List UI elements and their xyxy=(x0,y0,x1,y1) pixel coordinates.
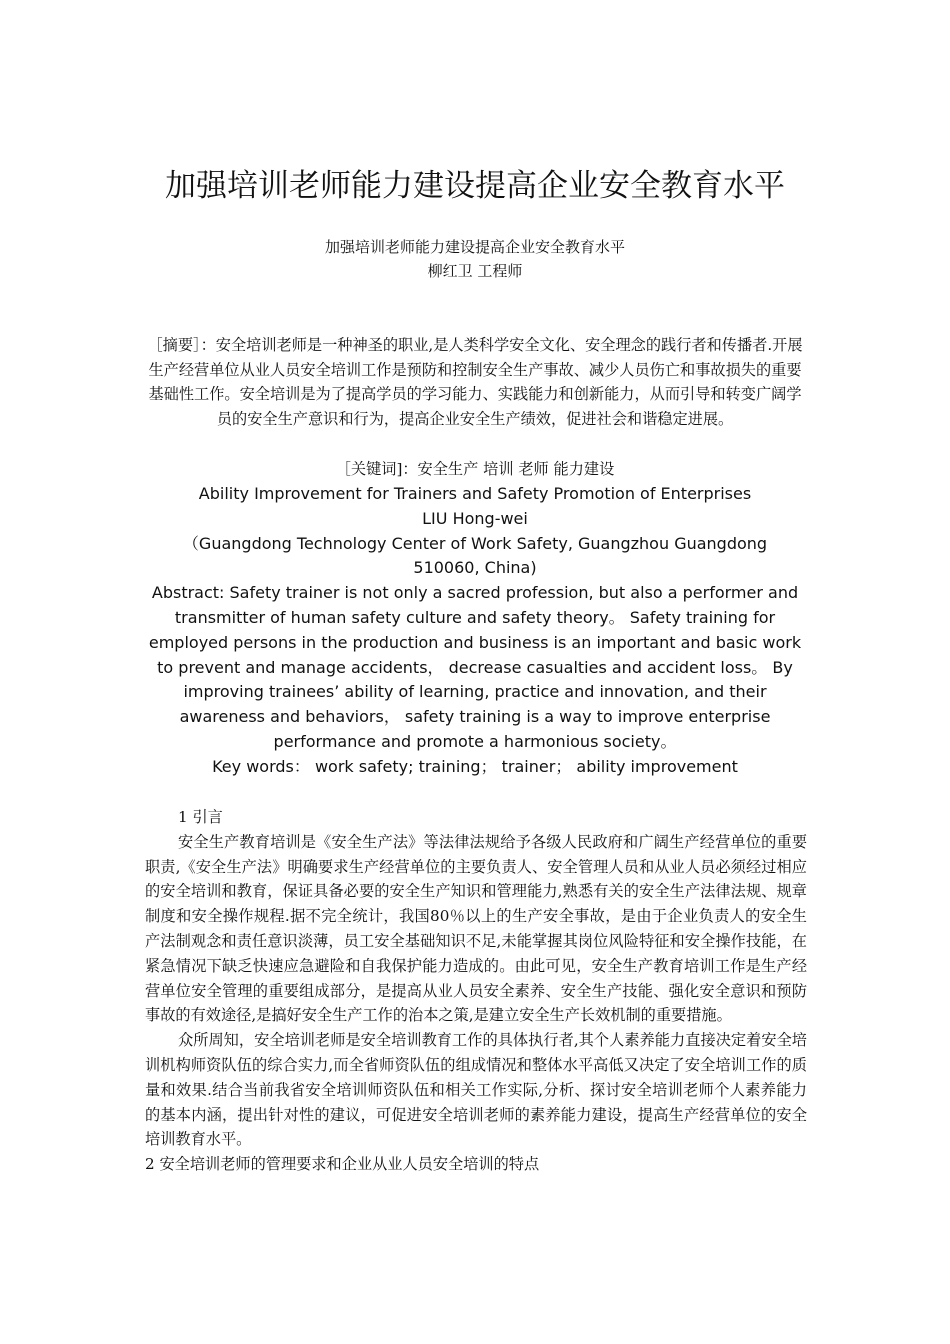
english-title: Ability Improvement for Trainers and Safety Promotion of Enterprises xyxy=(198,484,752,503)
english-affiliation: （Guangdong Technology Center of Work Safety, Guangzhou Guangdong 510060, China) xyxy=(182,533,768,578)
english-keywords: Key words： work safety; training； trainer； ability improvement xyxy=(212,756,738,776)
body-text xyxy=(145,805,807,1177)
chinese-abstract: ［摘要］：安全培训老师是一种神圣的职业,是人类科学安全文化、安全理念的践行者和传播者.开展生产经营单位从业人员安全培训工作是预防和控制安全生产事故、减少人员伤亡和事故损失的重要基础性工作。安全培训是为了提高学员的学习能力、实践能力和创新能力，从而引导和转变广阔学员的安全生产意识和行为，提高企业安全生产绩效，促进社会和谐稳定进展。 xyxy=(147,336,803,428)
section-1-heading: 1 引言 xyxy=(178,808,223,826)
english-author: LIU Hong-wei xyxy=(422,508,528,528)
subtitle: 加强培训老师能力建设提高企业安全教育水平 xyxy=(324,238,625,256)
section-2-heading: 2 安全培训老师的管理要求和企业从业人员安全培训的特点 xyxy=(145,1155,540,1174)
section-1-paragraph-2: 众所周知，安全培训老师是安全培训教育工作的具体执行者,其个人素养能力直接决定着安全培训机构师资队伍的综合实力,而全省师资队伍的组成情况和整体水平高低又决定了安全培训工作的质量和效果.结合当前我省安全培训师资队伍和相关工作实际,分析、探讨安全培训老师个人素养能力的基本内涵，提出针对性的建议，可促进安全培训老师的素养能力建设，提高生产经营单位的安全培训教育水平。 xyxy=(145,1031,807,1149)
document-title: 加强培训老师能力建设提高企业安全教育水平 xyxy=(165,168,785,204)
chinese-keywords: ［关键词]：安全生产 培训 老师 能力建设 xyxy=(335,460,615,478)
english-abstract: Abstract: Safety trainer is not only a sacred profession, but also a performer and transmitter of human safety culture and safety theory。 Safety training for employed persons in the production and business is an important and basic work to prevent and manage accidents， decrease casualties and accident loss。 By improving trainees’ ability of learning, practice and innovation, and their awareness and behaviors， safety training is a way to improve enterprise performance and promote a harmonious society。 xyxy=(148,583,802,751)
author: 柳红卫 工程师 xyxy=(427,262,523,280)
section-1-paragraph-1: 安全生产教育培训是《安全生产法》等法律法规给予各级人民政府和广阔生产经营单位的重要职责,《安全生产法》明确要求生产经营单位的主要负责人、安全管理人员和从业人员必须经过相应的安全培训和教育，保证具备必要的安全生产知识和管理能力,熟悉有关的安全生产法律法规、规章制度和安全操作规程.据不完全统计，我国80％以上的生产安全事故，是由于企业负责人的安全生产法制观念和责任意识淡薄，员工安全基础知识不足,未能掌握其岗位风险特征和安全操作技能，在紧急情况下缺乏快速应急避险和自我保护能力造成的。由此可见，安全生产教育培训工作是生产经营单位安全管理的重要组成部分，是提高从业人员安全素养、安全生产技能、强化安全意识和预防事故的有效途径,是搞好安全生产工作的治本之策,是建立安全生产长效机制的重要措施。 xyxy=(145,832,807,1025)
subtitle-block xyxy=(140,235,810,283)
english-abstract-block xyxy=(148,482,802,780)
